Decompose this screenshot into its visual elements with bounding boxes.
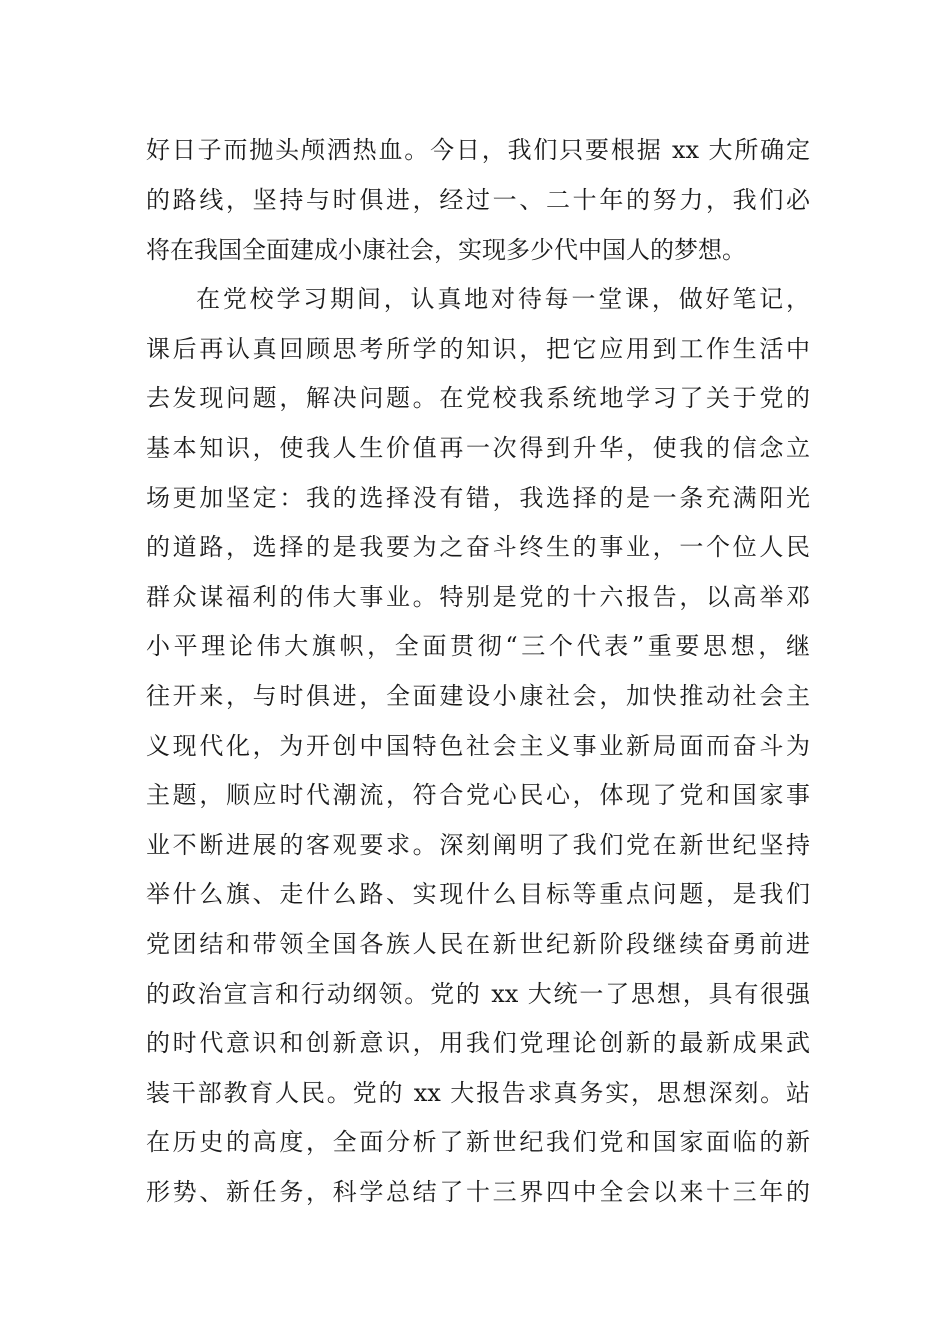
paragraph-2-line-6: 的道路，选择的是我要为之奋斗终生的事业，一个位人民 xyxy=(146,533,810,561)
paragraph-2-line-12: 业不断进展的客观要求。深刻阐明了我们党在新世纪坚持 xyxy=(146,831,810,859)
paragraph-2-line-7: 群众谋福利的伟大事业。特别是党的十六报告，以高举邓 xyxy=(146,583,810,611)
paragraph-2-line-5: 场更加坚定：我的选择没有错，我选择的是一条充满阳光 xyxy=(146,484,810,512)
paragraph-2-line-2: 课后再认真回顾思考所学的知识，把它应用到工作生活中 xyxy=(146,335,810,363)
paragraph-2-line-4: 基本知识，使我人生价值再一次得到升华，使我的信念立 xyxy=(146,434,810,462)
paragraph-2-line-1: 在党校学习期间，认真地对待每一堂课，做好笔记， xyxy=(196,285,810,313)
paragraph-2-line-18: 在历史的高度，全面分析了新世纪我们党和国家面临的新 xyxy=(146,1128,810,1156)
paragraph-1-line-1: 好日子而抛头颅洒热血。今日，我们只要根据 xx 大所确定 xyxy=(146,136,810,164)
paragraph-2-line-16: 的时代意识和创新意识，用我们党理论创新的最新成果武 xyxy=(146,1029,810,1057)
paragraph-2-line-9: 往开来，与时俱进，全面建设小康社会，加快推动社会主 xyxy=(146,682,810,710)
paragraph-2-line-10: 义现代化，为开创中国特色社会主义事业新局面而奋斗为 xyxy=(146,732,810,760)
paragraph-1-line-2: 的路线，坚持与时俱进，经过一、二十年的努力，我们必 xyxy=(146,186,810,214)
paragraph-2-line-8: 小平理论伟大旗帜，全面贯彻“三个代表”重要思想，继 xyxy=(146,632,810,660)
paragraph-2-line-13: 举什么旗、走什么路、实现什么目标等重点问题，是我们 xyxy=(146,880,810,908)
paragraph-2-line-15: 的政治宣言和行动纲领。党的 xx 大统一了思想，具有很强 xyxy=(146,980,810,1008)
paragraph-2-line-3: 去发现问题，解决问题。在党校我系统地学习了关于党的 xyxy=(146,384,810,412)
paragraph-1-line-3: 将在我国全面建成小康社会，实现多少代中国人的梦想。 xyxy=(146,236,746,264)
paragraph-2-line-19: 形势、新任务，科学总结了十三界四中全会以来十三年的 xyxy=(146,1178,810,1206)
paragraph-2-line-14: 党团结和带领全国各族人民在新世纪新阶段继续奋勇前进 xyxy=(146,930,810,958)
paragraph-2-line-11: 主题，顺应时代潮流，符合党心民心，体现了党和国家事 xyxy=(146,781,810,809)
paragraph-2-line-17: 装干部教育人民。党的 xx 大报告求真务实，思想深刻。站 xyxy=(146,1079,810,1107)
